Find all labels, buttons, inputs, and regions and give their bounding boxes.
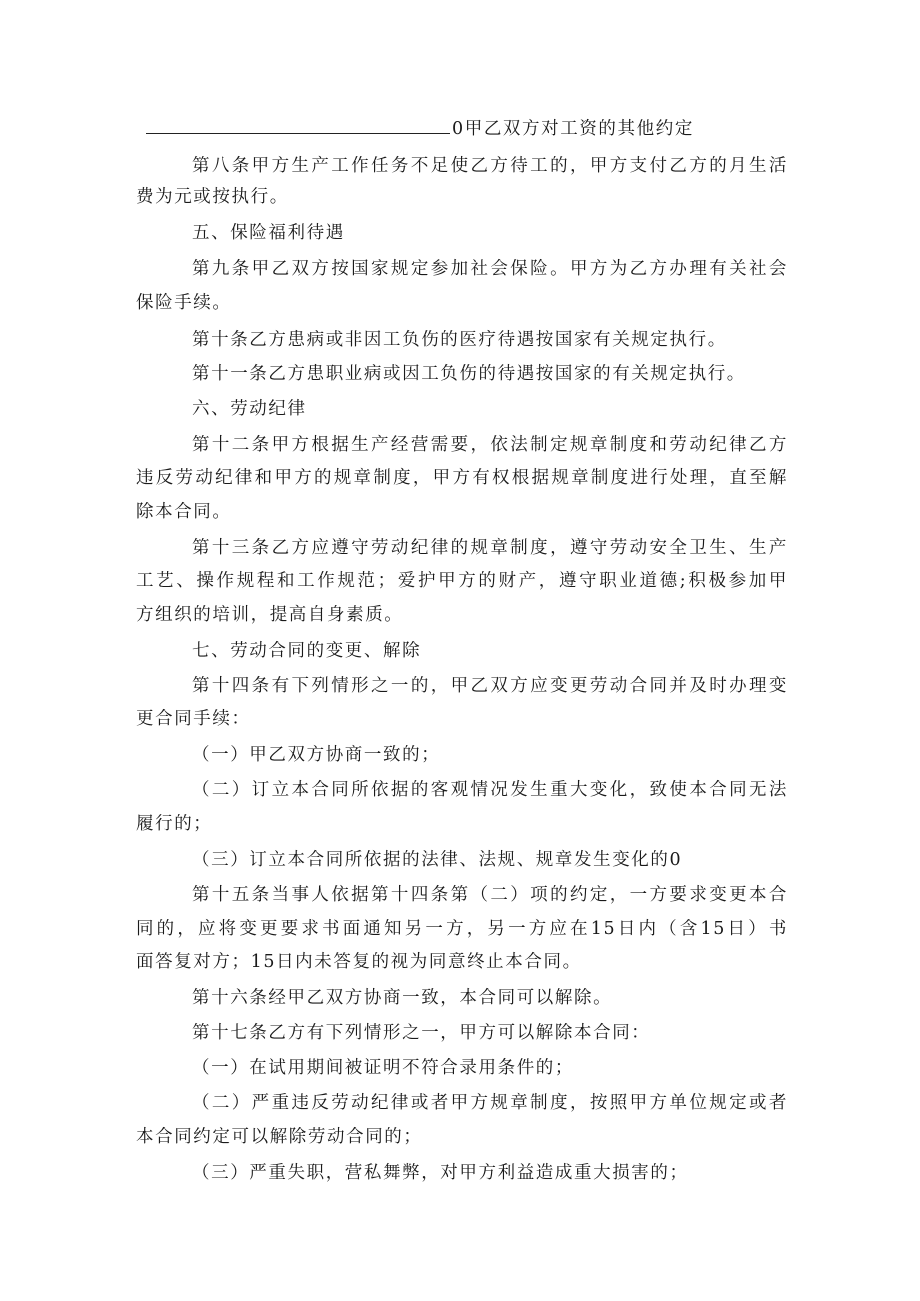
paragraph-line: 第十四条有下列情形之一的，甲乙双方应变更劳动合同并及时办理变 (192, 676, 788, 696)
list-item: （二）严重违反劳动纪律或者甲方规章制度，按照甲方单位规定或者 (192, 1093, 788, 1113)
paragraph-line: 第十一条乙方患职业病或因工负伤的待遇按国家的有关规定执行。 (192, 364, 746, 384)
list-item: （三）订立本合同所依据的法律、法规、规章发生变化的0 (192, 850, 683, 870)
paragraph-line: 违反劳动纪律和甲方的规章制度，甲方有权根据规章制度进行处理，直至解 (136, 468, 788, 488)
paragraph-line: 第八条甲方生产工作任务不足使乙方待工的，甲方支付乙方的月生活 (192, 156, 788, 176)
fill-in-blank (146, 115, 450, 134)
paragraph-line: 除本合同。 (136, 502, 232, 522)
section-heading: 七、劳动合同的变更、解除 (192, 641, 422, 661)
paragraph-line: 第九条甲乙双方按国家规定参加社会保险。甲方为乙方办理有关社会 (192, 259, 788, 279)
list-item: （三）严重失职，营私舞弊，对甲方利益造成重大损害的； (192, 1163, 689, 1183)
paragraph-line: 第十六条经甲乙双方协商一致，本合同可以解除。 (192, 988, 613, 1008)
paragraph-line: 第十条乙方患病或非因工负伤的医疗待遇按国家有关规定执行。 (192, 330, 727, 350)
paragraph-line: 工艺、操作规程和工作规范；爱护甲方的财产，遵守职业道德;积极参加甲 (136, 571, 788, 591)
paragraph-line: 第十二条甲方根据生产经营需要，依法制定规章制度和劳动纪律乙方 (192, 435, 788, 455)
list-item: （二）订立本合同所依据的客观情况发生重大变化，致使本合同无法 (192, 780, 788, 800)
paragraph-line: 方组织的培训，提高自身素质。 (136, 605, 404, 625)
paragraph-line: 第十三条乙方应遵守劳动纪律的规章制度，遵守劳动安全卫生、生产 (192, 538, 788, 558)
list-item: （一）甲乙双方协商一致的； (192, 745, 441, 765)
paragraph-line: 第十五条当事人依据第十四条第（二）项的约定，一方要求变更本合 (192, 885, 788, 905)
paragraph-line: 面答复对方；15日内未答复的视为同意终止本合同。 (136, 952, 582, 972)
paragraph-line: 费为元或按执行。 (136, 187, 289, 207)
paragraph-line: 更合同手续： (136, 709, 251, 729)
text-run: 0甲乙双方对工资的其他约定 (452, 119, 694, 139)
paragraph-line: 第十七条乙方有下列情形之一，甲方可以解除本合同： (192, 1023, 651, 1043)
wage-other-terms-line (146, 115, 766, 142)
paragraph-line: 同的，应将变更要求书面通知另一方，另一方应在15日内（含15日）书 (136, 919, 788, 939)
section-heading: 六、劳动纪律 (192, 399, 307, 419)
list-item: （一）在试用期间被证明不符合录用条件的； (192, 1058, 574, 1078)
paragraph-line: 履行的； (136, 814, 213, 834)
paragraph-line: 本合同约定可以解除劳动合同的； (136, 1127, 423, 1147)
paragraph-line: 保险手续。 (136, 293, 232, 313)
section-heading: 五、保险福利待遇 (192, 223, 345, 243)
